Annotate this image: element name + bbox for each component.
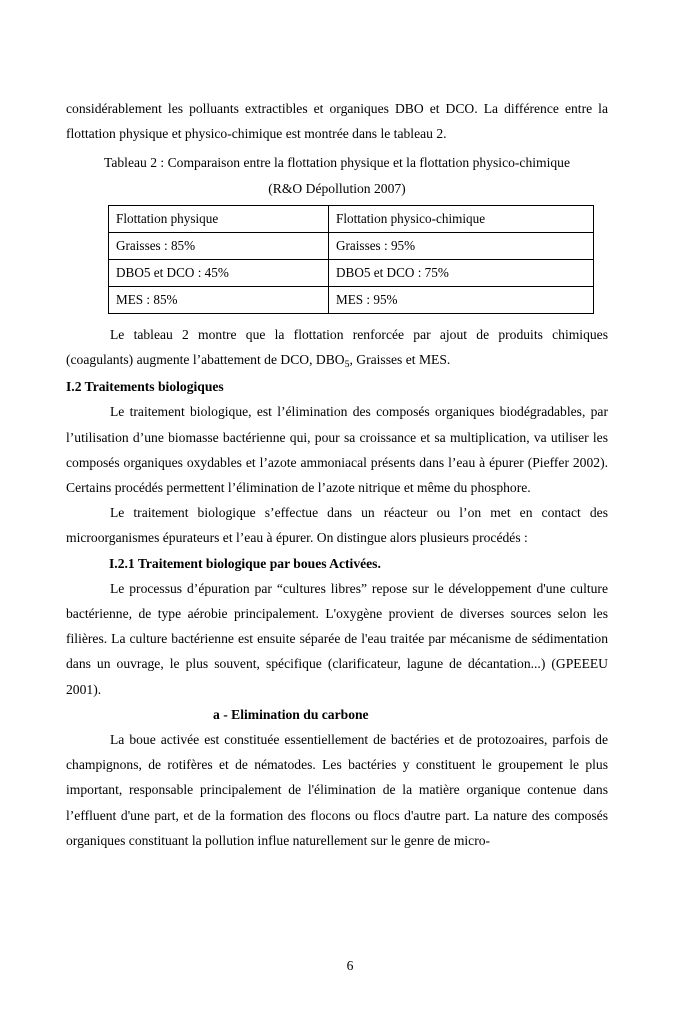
paragraph-after-table-text-end: , Graisses et MES. [349, 352, 451, 368]
heading-section-a: a - Elimination du carbone [213, 706, 369, 722]
paragraph-after-table [66, 322, 608, 374]
table-cell-dbo-dco-physique: DBO5 et DCO : 45% [109, 259, 329, 286]
table-source: (R&O Dépollution 2007) [268, 180, 406, 196]
table-row [109, 205, 594, 232]
paragraph-boue-activee: La boue activée est constituée essentiellement de bactéries et de protozoaires, parfois de champignons, de rotifères et de nématodes. Les bactéries y constituent le groupement le plus important, responsable principalement de l'élimination de la matière organique contenue dans l’effluent d'une part, et de la formation des flocons ou flocs d'autre part. La nature des composés organiques constituant la pollution influe naturellement sur le genre de micro- [66, 732, 608, 848]
table-header-cell-physico-chimique: Flottation physico-chimique [329, 205, 594, 232]
table-row [109, 259, 594, 286]
comparison-table [108, 205, 594, 314]
heading-section-i2: I.2 Traitements biologiques [66, 379, 224, 395]
table-caption: Tableau 2 : Comparaison entre la flottation physique et la flottation physico-chimique [103, 155, 571, 171]
paragraph-intro: considérablement les polluants extractibles et organiques DBO et DCO. La différence entre la flottation physique et physico-chimique est montrée dans le tableau 2. [66, 101, 608, 142]
table-cell-mes-physique: MES : 85% [109, 286, 329, 313]
paragraph-after-table-text-start: Le tableau 2 montre que la flottation renforcée par ajout de produits chimiques (coagulants) augmente l’abattement de DCO, DBO [66, 326, 608, 368]
table-header-cell-physique: Flottation physique [109, 205, 329, 232]
table-cell-graisses-physique: Graisses : 85% [109, 232, 329, 259]
paragraph-bio-reactor: Le traitement biologique s’effectue dans un réacteur ou l’on met en contact des microorganismes épurateurs et l’eau à épurer. On distingue alors plusieurs procédés : [66, 505, 608, 546]
table-row [109, 286, 594, 313]
table-cell-dbo-dco-physico: DBO5 et DCO : 75% [329, 259, 594, 286]
spacer [66, 314, 608, 322]
table-row [109, 232, 594, 259]
page-number: 6 [346, 958, 354, 973]
dbo-subscript: 5 [344, 358, 350, 370]
paragraph-cultures-libres: Le processus d’épuration par “cultures libres” repose sur le développement d'une culture bactérienne, de type aérobie principalement. L'oxygène provient de diverses sources selon les filières. La culture bactérienne est ensuite séparée de l'eau traitée par mécanisme de sédimentation dans un ouvrage, le plus souvent, spécifique (clarificateur, lagune de décantation...) (GPEEEU 2001). [66, 580, 608, 697]
table-cell-mes-physico: MES : 95% [329, 286, 594, 313]
paragraph-bio-intro: Le traitement biologique, est l’élimination des composés organiques biodégradables, par l’utilisation d’une biomasse bactérienne qui, pour sa croissance et sa multiplication, va utiliser les composés organiques oxydables et l’azote ammoniacal présents dans l’eau à épurer (Pieffer 2002). Certains procédés permettent l’élimination de l’azote nitrique et même du phosphore. [66, 404, 608, 496]
table-cell-graisses-physico: Graisses : 95% [329, 232, 594, 259]
page-content [66, 96, 608, 853]
heading-section-i21: I.2.1 Traitement biologique par boues Activées. [109, 555, 381, 571]
